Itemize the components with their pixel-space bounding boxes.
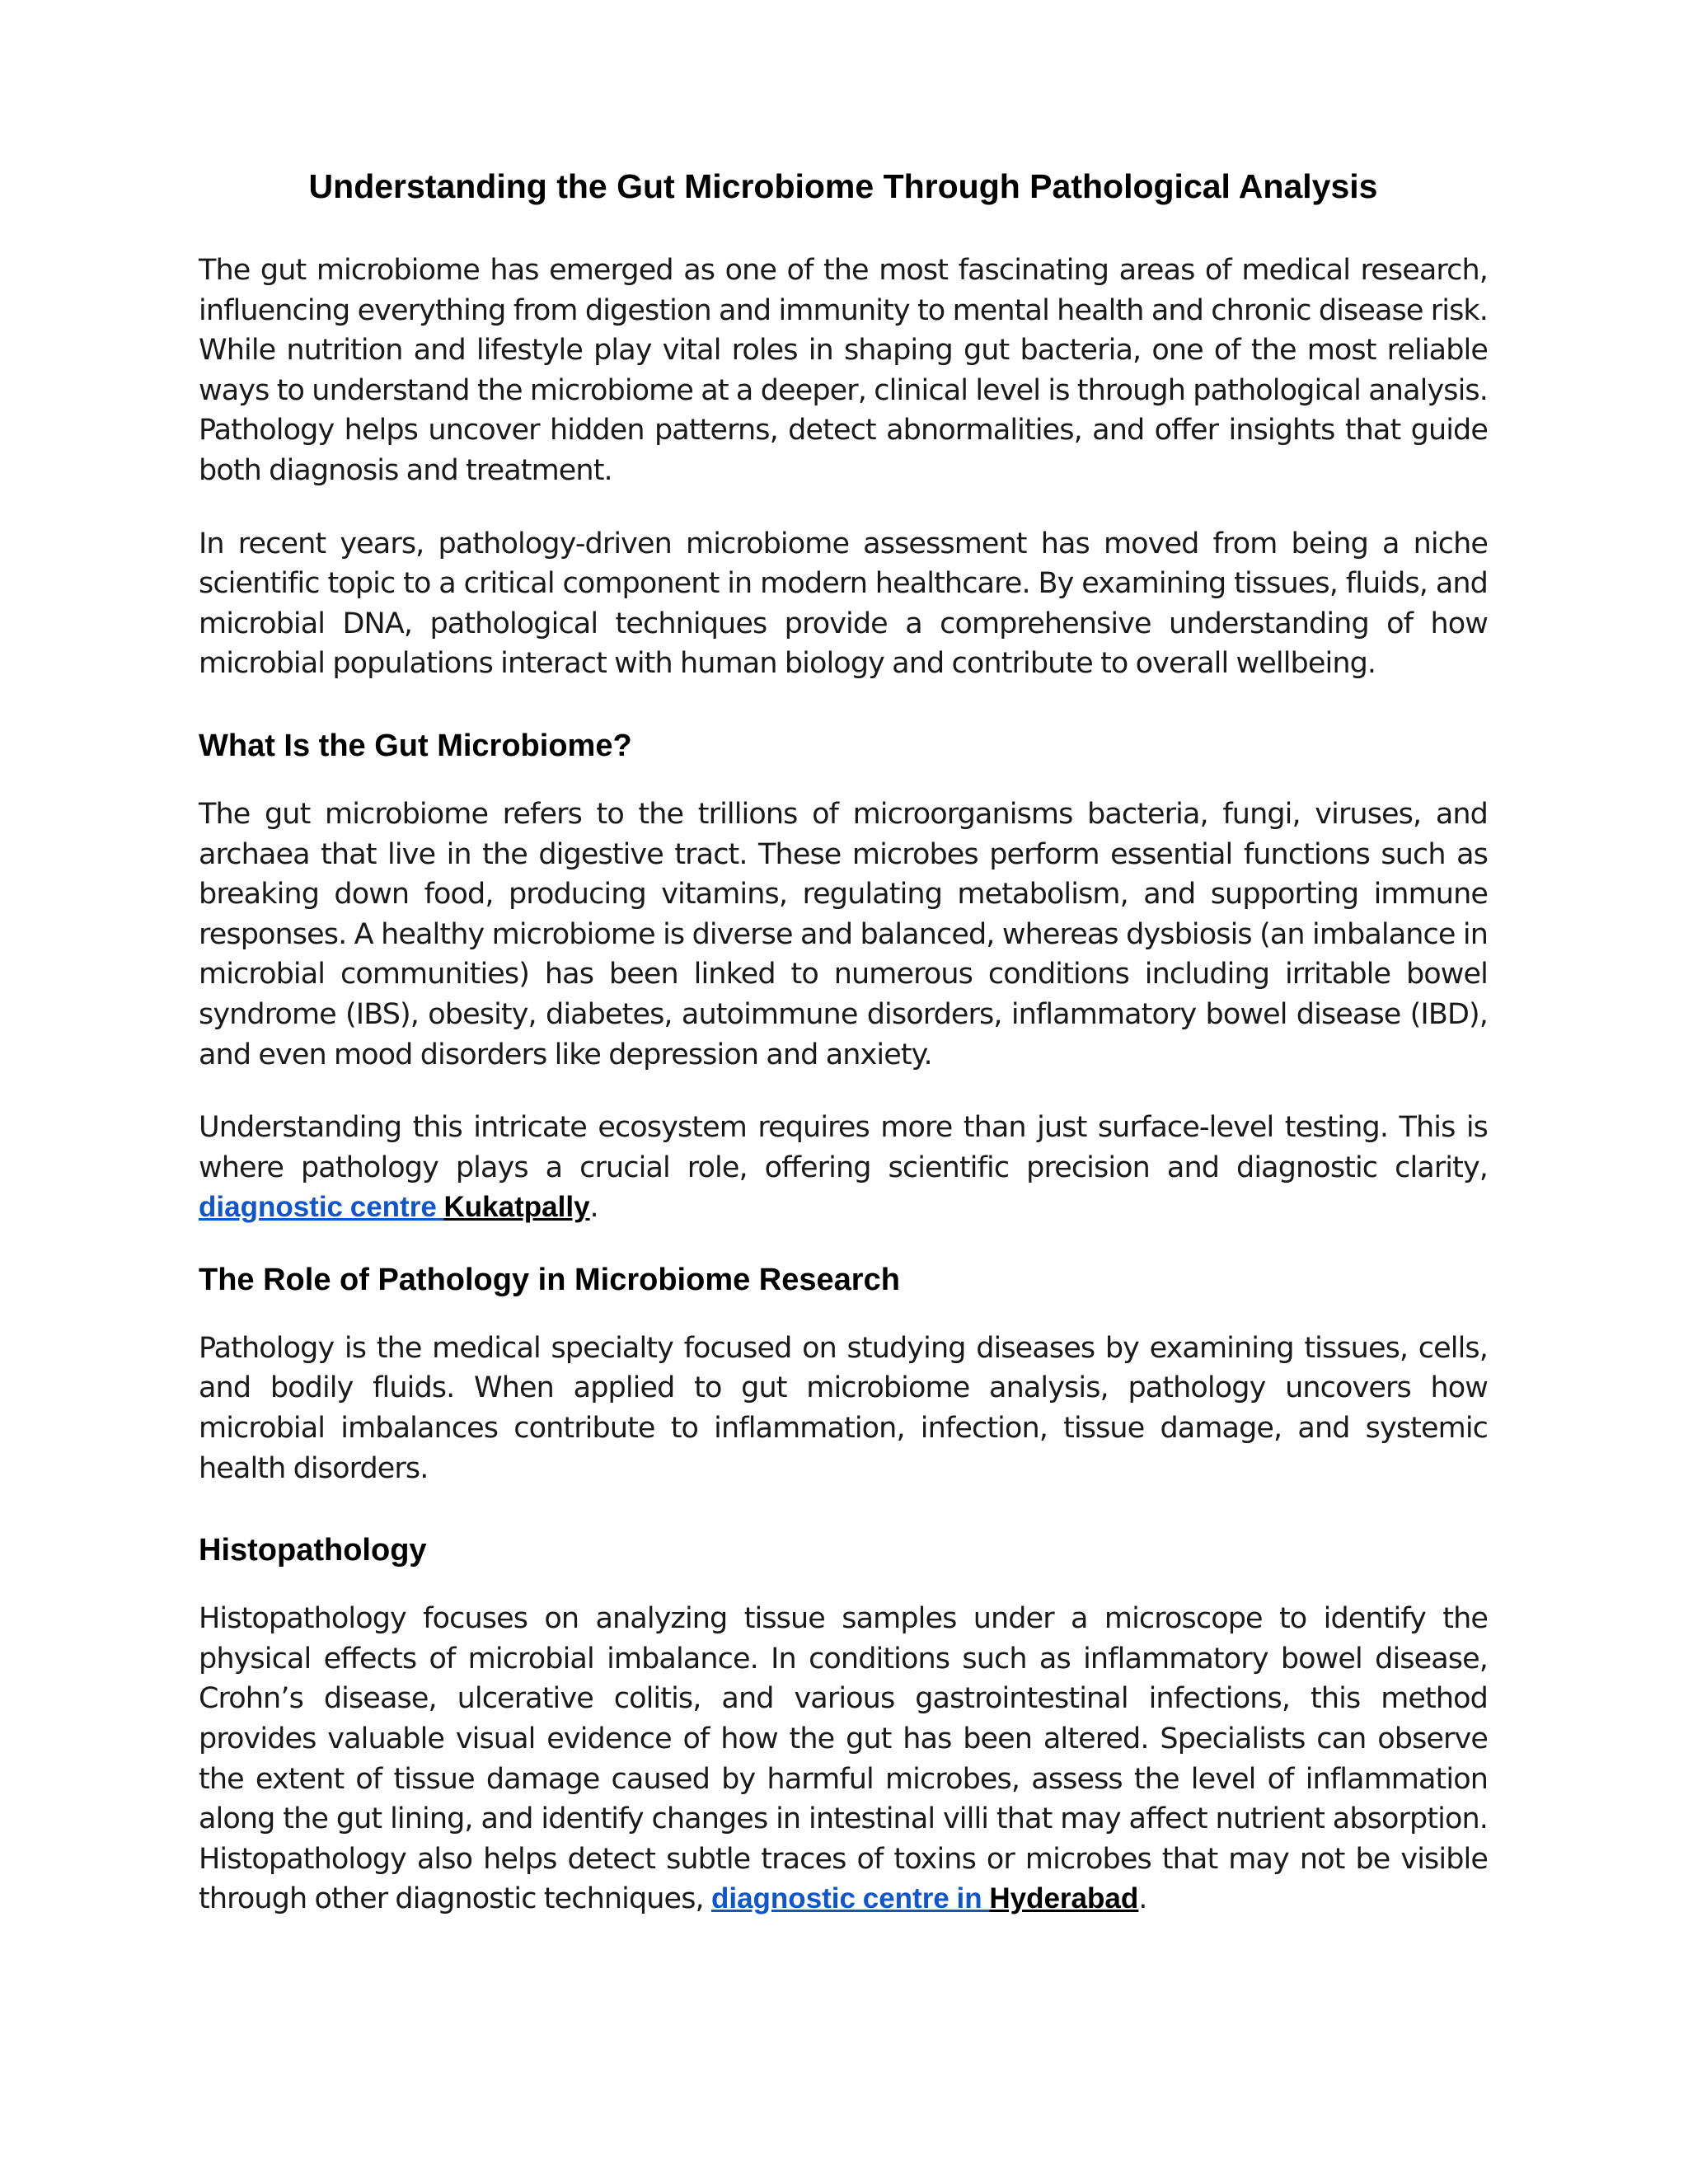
heading-role-of-pathology: The Role of Pathology in Microbiome Research — [199, 1262, 900, 1297]
diagnostic-centre-hyderabad-link[interactable] — [711, 1882, 1138, 1915]
what-paragraph-2-text: Understanding this intricate ecosystem requires more than just surface-level testing. This is where pathology plays a crucial role, offering scientific precision and diagnostic clarity, — [199, 1111, 1488, 1184]
histo-paragraph-1 — [199, 1599, 1488, 1919]
what-paragraph-2 — [199, 1108, 1488, 1228]
document-title: Understanding the Gut Microbiome Through Pathological Analysis — [308, 167, 1378, 205]
link-black-part: Hyderabad — [989, 1882, 1139, 1915]
what-paragraph-2-end: . — [589, 1191, 598, 1225]
histo-paragraph-1-end: . — [1138, 1882, 1147, 1916]
link-blue-part: diagnostic centre — [199, 1191, 437, 1224]
histo-paragraph-1-text: Histopathology focuses on analyzing tissue samples under a microscope to identify the physical effects of microbial imbalance. In conditions such as inflammatory bowel disease, Crohn’s disease, ulcerative colitis, and various gastrointestinal infections, this method provides valuable visual evidence of how the gut has been altered. Specialists can observe the extent of tissue damage caused by harmful microbes, assess the level of inflammation along the gut lining, and identify changes in intestinal villi that may affect nutrient absorption. Histopathology also helps detect subtle traces of toxins or microbes that may not be visible through other diagnostic techniques, — [199, 1602, 1488, 1916]
what-paragraph-1: The gut microbiome refers to the trillions of microorganisms bacteria, fungi, viruses, and archaea that live in the digestive tract. These microbes perform essential functions such as breaking down food, producing vitamins, regulating metabolism, and supporting immune responses. A healthy microbiome is diverse and balanced, whereas dysbiosis (an imbalance in microbial communities) has been linked to numerous conditions including irritable bowel syndrome (IBS), obesity, diabetes, autoimmune disorders, inflammatory bowel disease (IBD), and even mood disorders like depression and anxiety. — [199, 797, 1488, 1071]
intro-paragraph-2: In recent years, pathology-driven microbiome assessment has moved from being a niche scientific topic to a critical component in modern healthcare. By examining tissues, fluids, and microbial DNA, pathological techniques provide a comprehensive understanding of how microbial populations interact with human biology and contribute to overall wellbeing. — [199, 527, 1488, 681]
heading-what-is-gut-microbiome: What Is the Gut Microbiome? — [199, 728, 632, 763]
role-paragraph-1: Pathology is the medical specialty focused on studying diseases by examining tissues, cells, and bodily fluids. When applied to gut microbiome analysis, pathology uncovers how microbial imbalances contribute to inflammation, infection, tissue damage, and systemic health disorders. — [199, 1331, 1488, 1485]
diagnostic-centre-kukatpally-link[interactable] — [199, 1191, 590, 1223]
intro-paragraph-1: The gut microbiome has emerged as one of the most fascinating areas of medical research, influencing everything from digestion and immunity to mental health and chronic disease risk. While nutrition and lifestyle play vital roles in shaping gut bacteria, one of the most reliable ways to understand the microbiome at a deeper, clinical level is through pathological analysis. Pathology helps uncover hidden patterns, detect abnormalities, and offer insights that guide both diagnosis and treatment. — [199, 254, 1488, 487]
document-body — [199, 162, 1488, 1952]
heading-histopathology: Histopathology — [199, 1533, 427, 1568]
link-black-part: Kukatpally — [443, 1191, 590, 1224]
link-space — [437, 1191, 444, 1223]
link-blue-part: diagnostic centre in — [710, 1882, 990, 1915]
